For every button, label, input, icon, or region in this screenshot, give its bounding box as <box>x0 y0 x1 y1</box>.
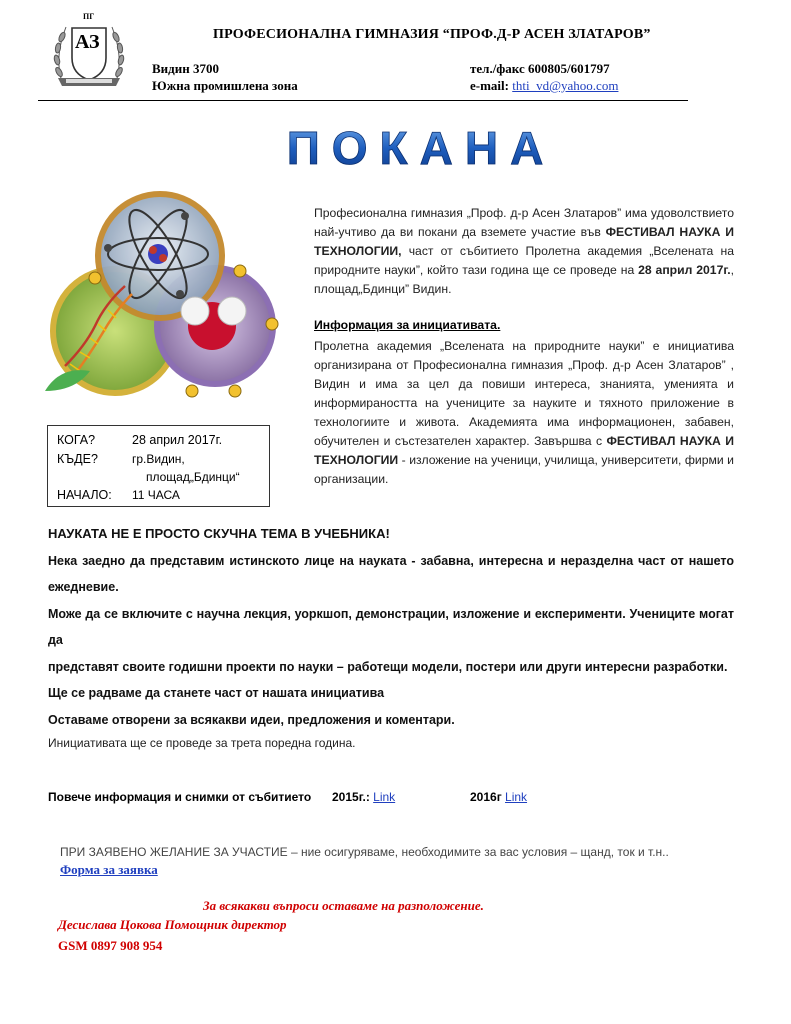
intro-date: 28 април 2017г. <box>638 263 731 277</box>
where-value-square: площад„Бдинци“ <box>146 470 240 484</box>
where-label: КЪДЕ? <box>57 452 98 466</box>
school-name: ПРОФЕСИОНАЛНА ГИМНАЗИЯ “ПРОФ.Д-Р АСЕН ЗЛАТАРОВ” <box>213 27 651 42</box>
intro-festival: ФЕСТИВАЛ НАУКА И ТЕХНОЛОГИИ, <box>314 225 734 258</box>
questions-note: За всякакви въпроси оставаме на разположение. <box>203 898 484 913</box>
intro-text-2: част от събитието Пролетна академия „Вселената на природните науки”, който тази година ще се проведе на <box>314 244 734 277</box>
info-text-1: Пролетна академия „Вселената на природните науки” е инициатива организирана от Професионална гимназия „Проф. д-р Асен Златаров” , Видин и има за цел да повиши интереса, знанията, уменията и информираността на учениците за науките и тяхното приложение в технологиите и живота. Академията има информационен, забавен, обучителен и състезателен характер. Завършва с <box>314 339 734 448</box>
contact-gsm: GSM 0897 908 954 <box>58 938 163 953</box>
message-line-2b: представят своите годишни проекти по науки – работещи модели, постери или други интересни разработки. <box>48 659 728 674</box>
science-illustration <box>40 186 280 416</box>
year-2015 <box>332 790 395 804</box>
where-value-city: гр.Видин, <box>132 452 185 466</box>
year-2016 <box>470 790 527 804</box>
event-details-box <box>47 425 270 507</box>
start-value: 11 ЧАСА <box>132 488 180 502</box>
info-text-2: - изложение на ученици, училища, университети, фирми и организации. <box>314 453 734 486</box>
info-festival: ФЕСТИВАЛ НАУКА И ТЕХНОЛОГИИ <box>314 434 734 467</box>
contact-person: Десислава Цокова Помощник директор <box>58 917 287 932</box>
logo-letters: АЗ <box>75 31 100 53</box>
message-line-1b: ежедневие. <box>48 580 119 594</box>
invitation-title-text: ПОКАНА <box>286 122 556 174</box>
when-value: 28 април 2017г. <box>132 433 223 447</box>
headline: НАУКАТА НЕ Е ПРОСТО СКУЧНА ТЕМА В УЧЕБНИКА! <box>48 526 390 541</box>
info-heading: Информация за инициативата. <box>314 318 501 332</box>
more-info-label: Повече информация и снимки от събитието <box>48 790 312 804</box>
participation-note: ПРИ ЗАЯВЕНО ЖЕЛАНИЕ ЗА УЧАСТИЕ – ние осигуряваме, необходимите за вас условия – щанд, ток и т.н.. <box>60 845 669 859</box>
main-message <box>48 521 734 733</box>
message-line-2a: Може да се включите с научна лекция, уоркшоп, демонстрации, изложение и експерименти. Учениците могат да <box>48 606 734 647</box>
contact-email <box>470 78 618 94</box>
application-form-link[interactable]: Форма за заявка <box>60 862 158 877</box>
link-2015[interactable]: Link <box>373 790 396 804</box>
when-label: КОГА? <box>57 433 96 447</box>
email-label: e-mail: <box>470 78 513 93</box>
year-2016-label: 2016г <box>470 790 506 804</box>
intro-text-1: Професионална гимназия „Проф. д-р Асен Златаров” има удоволствието най-учтиво да ви покани да вземете участие във <box>314 206 734 239</box>
third-year-note: Инициативата ще се проведе за трета поредна година. <box>48 736 356 750</box>
address-city: Видин 3700 <box>152 61 219 76</box>
message-line-4: Оставаме отворени за всякакви идеи, предложения и коментари. <box>48 712 455 727</box>
year-2015-label: 2015г.: <box>332 790 374 804</box>
message-line-3: Ще се радваме да станете част от нашата инициатива <box>48 686 385 700</box>
invitation-title <box>286 118 556 178</box>
contact-phone: тел./факс 600805/601797 <box>470 61 610 76</box>
info-paragraph <box>314 337 734 489</box>
link-2016[interactable]: Link <box>505 790 528 804</box>
logo-top-letters: ПГ <box>83 12 95 21</box>
intro-text-3: , площад„Бдинци” Видин. <box>314 263 734 296</box>
address-zone: Южна промишлена зона <box>152 78 298 93</box>
message-line-1a: Нека заедно да представим истинското лице на науката - забавна, интересна и неразделна част от нашето <box>48 553 734 568</box>
header-divider <box>38 100 688 101</box>
start-label: НАЧАЛО: <box>57 488 112 502</box>
email-link[interactable]: thti_vd@yahoo.com <box>512 78 619 93</box>
intro-paragraph <box>314 204 734 299</box>
